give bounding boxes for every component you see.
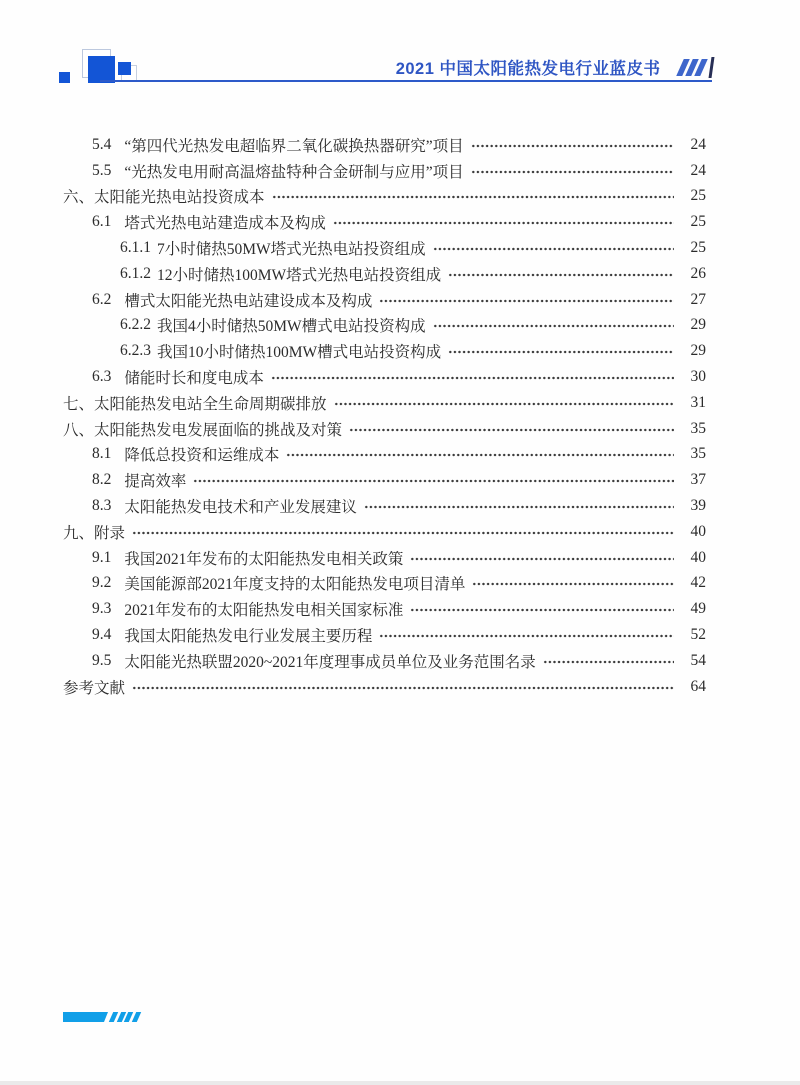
- toc-entry: [63, 158, 706, 184]
- toc-entry-label: “光热发电用耐高温熔盐特种合金研制与应用”项目: [124, 163, 464, 181]
- toc-entry: [63, 545, 706, 571]
- toc-entry-label: 7小时储热50MW塔式光热电站投资组成: [157, 241, 426, 259]
- toc-entry-page-number: 39: [690, 497, 706, 515]
- toc-entry-label: 太阳能热发电站全生命周期碳排放: [94, 395, 327, 413]
- toc-entry-page-number: 49: [690, 600, 706, 618]
- table-of-contents: [63, 132, 706, 700]
- footer-slash-bar-icon: [63, 1012, 108, 1022]
- footer-slash-glyph: [131, 1012, 140, 1022]
- toc-entry-number: 6.1: [92, 213, 112, 231]
- dot-leader: [543, 654, 674, 670]
- toc-entry-label: 槽式太阳能光热电站建设成本及构成: [124, 292, 373, 310]
- toc-entry: [63, 648, 706, 674]
- toc-entry: [63, 184, 706, 210]
- toc-entry-number: 8.3: [92, 497, 112, 515]
- scan-artifact-edge: [0, 1081, 800, 1085]
- page-footer: [63, 1012, 138, 1022]
- header-divider-rule: [100, 80, 712, 82]
- triple-slash-icon: [677, 57, 713, 78]
- toc-entry-label: 太阳能光热电站投资成本: [94, 189, 265, 207]
- toc-entry-number: 9.3: [92, 600, 112, 618]
- toc-entry: [63, 338, 706, 364]
- toc-entry: [63, 235, 706, 261]
- toc-entry-number: 8.2: [92, 471, 112, 489]
- dot-leader: [272, 189, 674, 205]
- dot-leader: [448, 267, 674, 283]
- toc-entry-page-number: 29: [690, 342, 706, 360]
- toc-entry-number: 6.2.3: [120, 342, 151, 360]
- toc-entry-number: 七、: [63, 395, 95, 413]
- toc-entry-page-number: 27: [690, 290, 706, 308]
- dot-leader: [471, 164, 674, 180]
- vertical-bar-icon: [708, 57, 713, 78]
- toc-entry: [63, 364, 706, 390]
- toc-entry: [63, 390, 706, 416]
- toc-entry-page-number: 54: [690, 651, 706, 669]
- toc-entry-number: 6.3: [92, 368, 112, 386]
- dot-leader: [132, 525, 674, 541]
- dot-leader: [448, 344, 674, 360]
- toc-entry-label: 降低总投资和运维成本: [124, 447, 280, 465]
- logo-small-left-square: [59, 72, 70, 83]
- toc-entry-label: 附录: [94, 524, 126, 542]
- dot-leader: [379, 628, 674, 644]
- dot-leader: [286, 447, 674, 463]
- toc-entry-page-number: 30: [690, 368, 706, 386]
- dot-leader: [379, 293, 674, 309]
- toc-entry-page-number: 26: [690, 264, 706, 282]
- toc-entry-page-number: 25: [690, 239, 706, 257]
- toc-entry: [63, 261, 706, 287]
- dot-leader: [334, 396, 674, 412]
- toc-entry: [63, 674, 706, 700]
- toc-entry-number: 6.1.2: [120, 264, 151, 282]
- toc-entry-page-number: 24: [690, 161, 706, 179]
- toc-entry-label: 我国4小时储热50MW槽式电站投资构成: [157, 318, 426, 336]
- toc-entry-number: 6.2: [92, 290, 112, 308]
- dot-leader: [333, 215, 674, 231]
- toc-entry-page-number: 29: [690, 316, 706, 334]
- toc-entry: [63, 467, 706, 493]
- dot-leader: [364, 499, 674, 515]
- toc-entry-label: 我国2021年发布的太阳能热发电相关政策: [124, 550, 404, 568]
- toc-entry: [63, 493, 706, 519]
- toc-entry-number: 6.2.2: [120, 316, 151, 334]
- toc-entry-page-number: 35: [690, 445, 706, 463]
- toc-entry: [63, 571, 706, 597]
- toc-entry-label: 12小时储热100MW塔式光热电站投资组成: [157, 266, 442, 284]
- toc-entry-page-number: 52: [690, 626, 706, 644]
- toc-entry-label: 2021年发布的太阳能热发电相关国家标准: [124, 602, 404, 620]
- toc-entry: [63, 596, 706, 622]
- toc-entry: [63, 132, 706, 158]
- toc-entry-label: “第四代光热发电超临界二氧化碳换热器研究”项目: [124, 137, 464, 155]
- dot-leader: [410, 551, 674, 567]
- toc-entry-label: 塔式光热电站建造成本及构成: [124, 215, 326, 233]
- toc-entry: [63, 416, 706, 442]
- dot-leader: [433, 241, 674, 257]
- toc-entry-label: 美国能源部2021年度支持的太阳能热发电项目清单: [124, 576, 466, 594]
- toc-entry-label: 我国太阳能热发电行业发展主要历程: [124, 628, 373, 646]
- toc-entry-page-number: 40: [690, 522, 706, 540]
- dot-leader: [271, 370, 674, 386]
- toc-entry-label: 参考文献: [63, 679, 126, 697]
- logo-small-right-square: [118, 62, 131, 75]
- dot-leader: [410, 602, 674, 618]
- toc-entry-page-number: 25: [690, 187, 706, 205]
- logo-main-square: [88, 56, 115, 83]
- dot-leader: [472, 576, 674, 592]
- toc-entry-number: 9.1: [92, 548, 112, 566]
- toc-entry: [63, 442, 706, 468]
- toc-entry-number: 8.1: [92, 445, 112, 463]
- toc-entry-number: 九、: [63, 524, 95, 542]
- toc-entry-number: 八、: [63, 421, 95, 439]
- toc-entry-page-number: 37: [690, 471, 706, 489]
- toc-entry-page-number: 31: [690, 393, 706, 411]
- toc-entry-number: 6.1.1: [120, 239, 151, 257]
- toc-entry: [63, 209, 706, 235]
- dot-leader: [193, 473, 674, 489]
- toc-entry-number: 六、: [63, 189, 95, 207]
- toc-entry-page-number: 64: [690, 677, 706, 695]
- dot-leader: [471, 138, 674, 154]
- toc-entry-number: 9.4: [92, 626, 112, 644]
- toc-entry-label: 提高效率: [124, 473, 187, 491]
- dot-leader: [132, 680, 674, 696]
- toc-entry: [63, 313, 706, 339]
- toc-entry-page-number: 40: [690, 548, 706, 566]
- toc-entry-page-number: 42: [690, 574, 706, 592]
- header-title: 2021 中国太阳能热发电行业蓝皮书: [395, 60, 661, 78]
- toc-entry-number: 5.4: [92, 135, 112, 153]
- toc-entry-label: 我国10小时储热100MW槽式电站投资构成: [157, 344, 442, 362]
- toc-entry-page-number: 35: [690, 419, 706, 437]
- toc-entry-label: 太阳能光热联盟2020~2021年度理事成员单位及业务范围名录: [124, 653, 536, 671]
- toc-entry-page-number: 25: [690, 213, 706, 231]
- toc-entry-label: 太阳能热发电技术和产业发展建议: [124, 499, 357, 517]
- toc-entry-label: 储能时长和度电成本: [124, 370, 264, 388]
- toc-entry-number: 5.5: [92, 161, 112, 179]
- toc-entry: [63, 622, 706, 648]
- dot-leader: [349, 422, 674, 438]
- toc-entry-page-number: 24: [690, 135, 706, 153]
- toc-entry-number: 9.5: [92, 651, 112, 669]
- toc-entry-number: 9.2: [92, 574, 112, 592]
- toc-entry-label: 太阳能热发电发展面临的挑战及对策: [94, 421, 343, 439]
- dot-leader: [433, 318, 674, 334]
- toc-entry: [63, 287, 706, 313]
- toc-entry: [63, 519, 706, 545]
